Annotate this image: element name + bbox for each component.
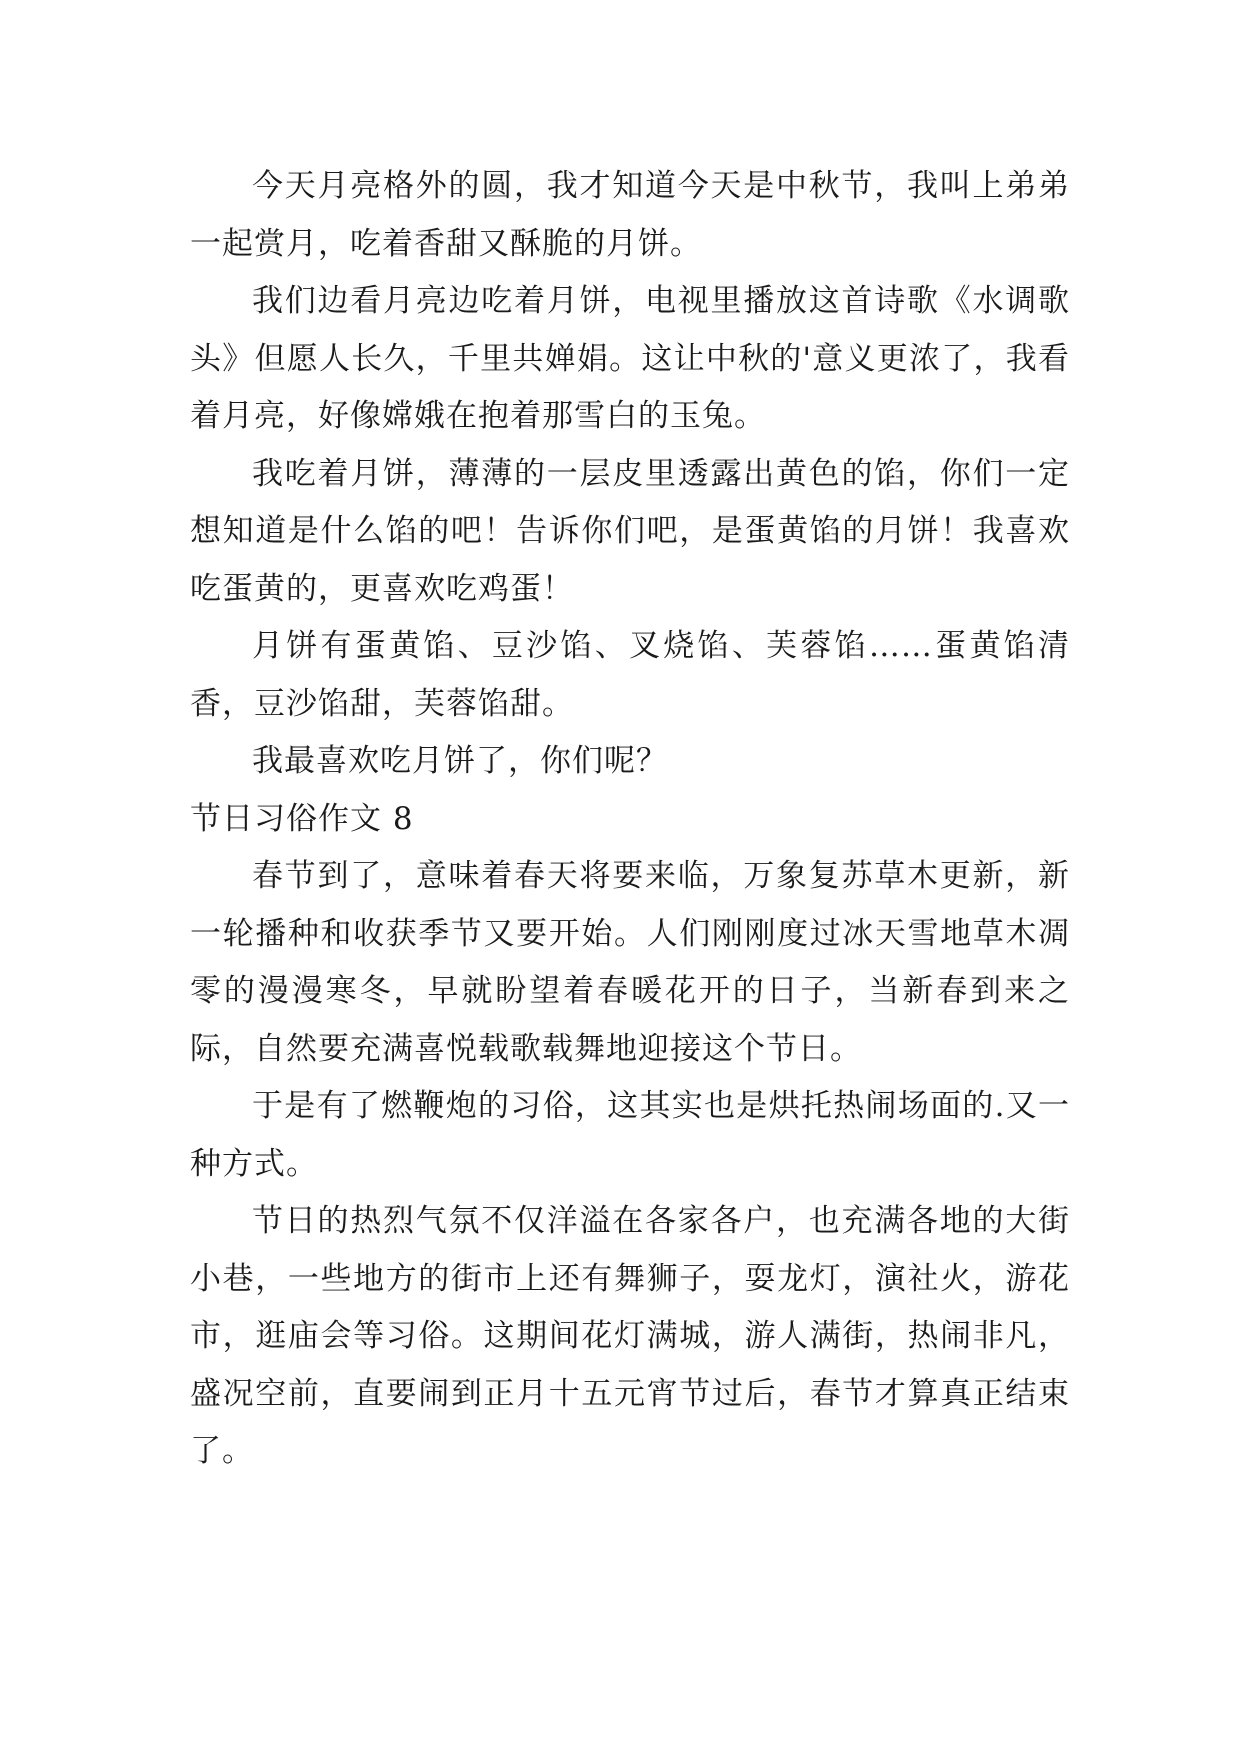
paragraph: 我吃着月饼，薄薄的一层皮里透露出黄色的馅，你们一定想知道是什么馅的吧！告诉你们吧，是蛋黄馅的月饼！我喜欢吃蛋黄的，更喜欢吃鸡蛋！ bbox=[190, 455, 1070, 607]
paragraph: 于是有了燃鞭炮的习俗，这其实也是烘托热闹场面的.又一种方式。 bbox=[190, 1088, 1070, 1182]
paragraph: 春节到了，意味着春天将要来临，万象复苏草木更新，新一轮播种和收获季节又要开始。人们刚刚度过冰天雪地草木凋零的漫漫寒冬，早就盼望着春暖花开的日子，当新春到来之际，自然要充满喜悦载歌载舞地迎接这个节日。 bbox=[190, 858, 1070, 1067]
document-body bbox=[190, 158, 1070, 1481]
section-title: 节日习俗作文 8 bbox=[190, 800, 414, 837]
paragraph: 月饼有蛋黄馅、豆沙馅、叉烧馅、芙蓉馅……蛋黄馅清香，豆沙馅甜，芙蓉馅甜。 bbox=[190, 628, 1070, 722]
paragraph: 我们边看月亮边吃着月饼，电视里播放这首诗歌《水调歌头》但愿人长久，千里共婵娟。这让中秋的'意义更浓了，我看着月亮，好像嫦娥在抱着那雪白的玉兔。 bbox=[190, 283, 1070, 434]
paragraph: 今天月亮格外的圆，我才知道今天是中秋节，我叫上弟弟一起赏月，吃着香甜又酥脆的月饼。 bbox=[190, 168, 1070, 262]
paragraph: 我最喜欢吃月饼了，你们呢？ bbox=[252, 743, 668, 779]
paragraph: 节日的热烈气氛不仅洋溢在各家各户，也充满各地的大街小巷，一些地方的街市上还有舞狮子，耍龙灯，演社火，游花市，逛庙会等习俗。这期间花灯满城，游人满街，热闹非凡，盛况空前，直要闹到正月十五元宵节过后，春节才算真正结束了。 bbox=[190, 1203, 1070, 1469]
